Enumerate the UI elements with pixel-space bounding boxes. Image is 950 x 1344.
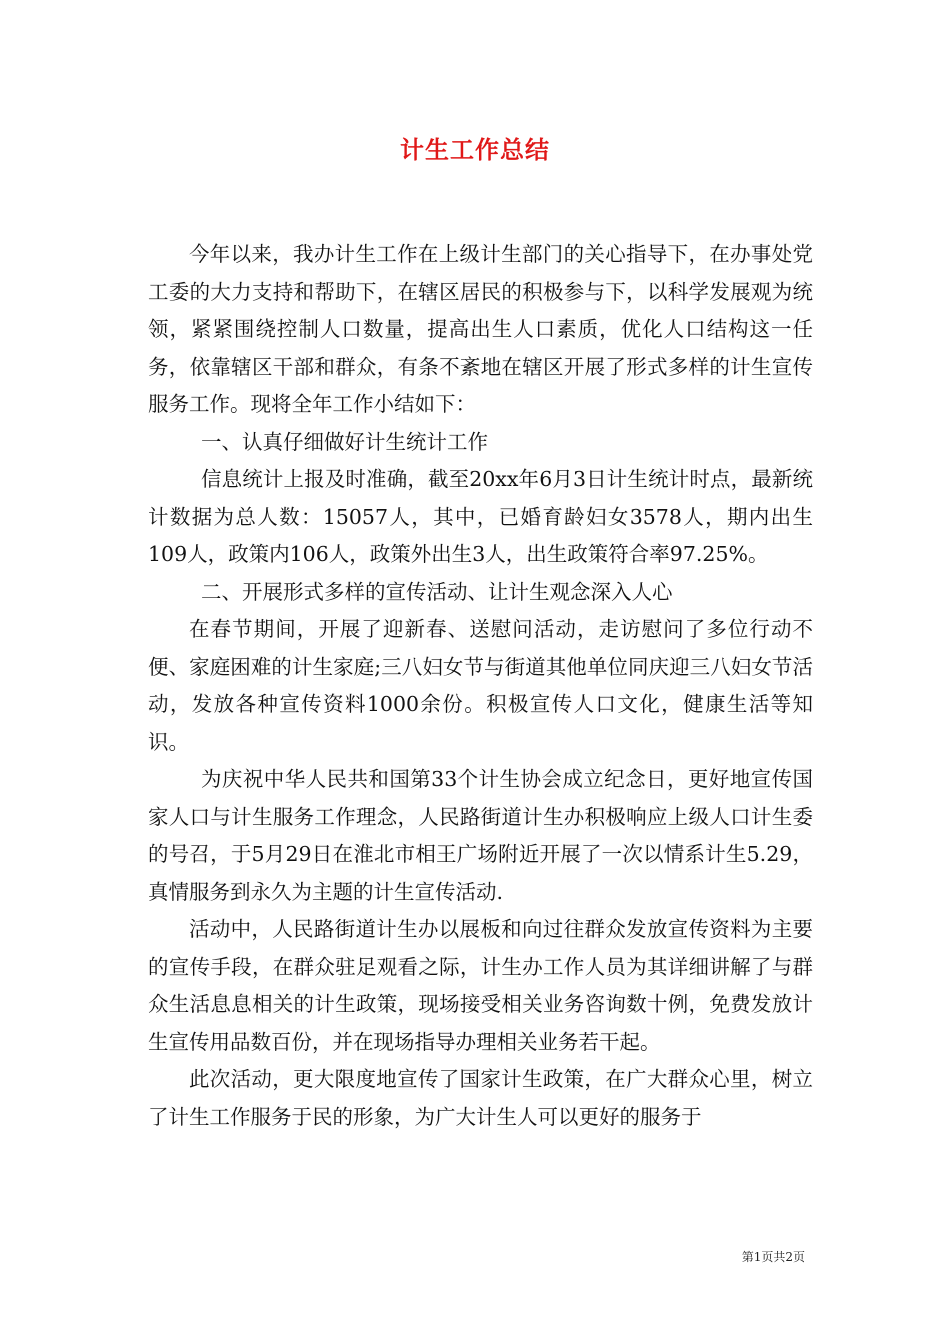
- paragraph-spring-festival: 在春节期间，开展了迎新春、送慰问活动，走访慰问了多位行动不便、家庭困难的计生家庭;三八妇女节与街道其他单位同庆迎三八妇女节活动，发放各种宣传资料1000余份。积极宣传人口文化，健康生活等知识。: [148, 617, 813, 754]
- paragraph-statistics: 信息统计上报及时准确，截至20xx年6月3日计生统计时点，最新统计数据为总人数：15057人，其中，已婚育龄妇女3578人，期内出生109人，政策内106人，政策外出生3人，出生政策符合率97.25%。: [148, 467, 813, 566]
- paragraph-anniversary: 为庆祝中华人民共和国第33个计生协会成立纪念日，更好地宣传国家人口与计生服务工作理念，人民路街道计生办积极响应上级人口计生委的号召，于5月29日在淮北市相王广场附近开展了一次以情系计生5.29，真情服务到永久为主题的计生宣传活动.: [148, 767, 813, 904]
- paragraph-conclusion: 此次活动，更大限度地宣传了国家计生政策，在广大群众心里，树立了计生工作服务于民的形象，为广大计生人可以更好的服务于: [148, 1067, 813, 1129]
- document-title: 计生工作总结: [400, 136, 550, 164]
- document-body: [148, 236, 813, 1136]
- section-heading-2: 二、开展形式多样的宣传活动、让计生观念深入人心: [201, 579, 673, 604]
- paragraph-activity: 活动中，人民路街道计生办以展板和向过往群众发放宣传资料为主要的宣传手段，在群众驻足观看之际，计生办工作人员为其详细讲解了与群众生活息息相关的计生政策，现场接受相关业务咨询数十例，免费发放计生宣传用品数百份，并在现场指导办理相关业务若干起。: [148, 917, 813, 1054]
- paragraph-intro: 今年以来，我办计生工作在上级计生部门的关心指导下，在办事处党工委的大力支持和帮助下，在辖区居民的积极参与下，以科学发展观为统领，紧紧围绕控制人口数量，提高出生人口素质，优化人口结构这一任务，依靠辖区干部和群众，有条不紊地在辖区开展了形式多样的计生宣传服务工作。现将全年工作小结如下：: [148, 242, 813, 416]
- page-indicator: 第1页共2页: [741, 1250, 805, 1264]
- section-heading-1: 一、认真仔细做好计生统计工作: [201, 429, 488, 454]
